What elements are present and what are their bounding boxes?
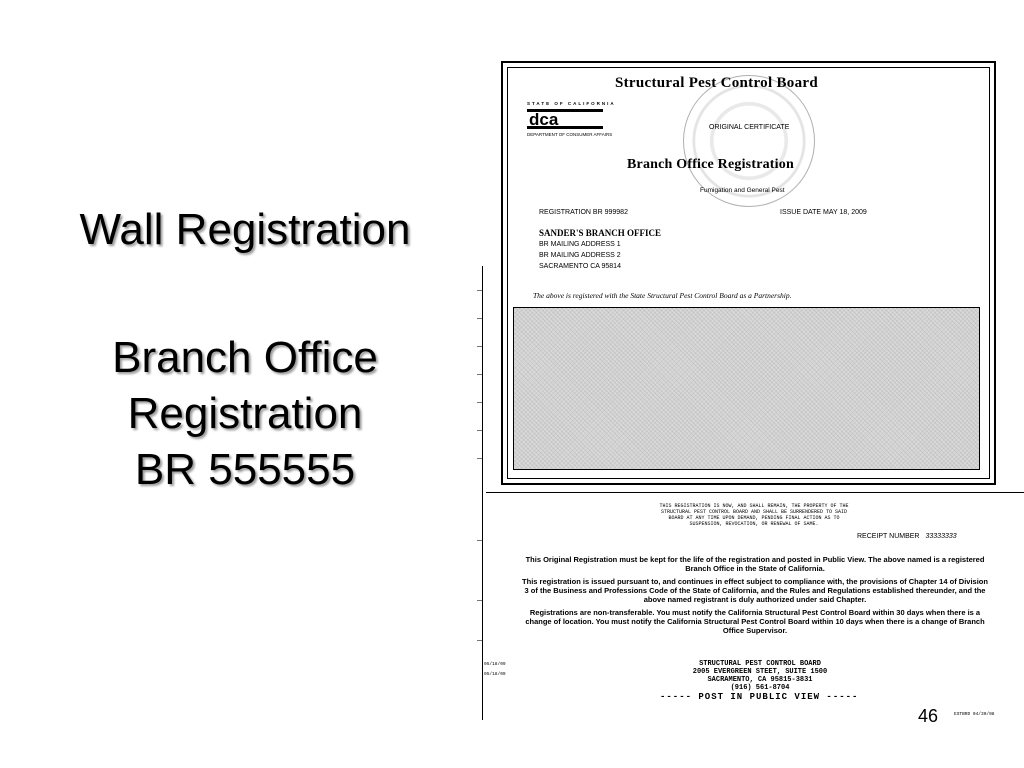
scan-mark [477,540,482,541]
fine-print-line-1: THIS REGISTRATION IS NOW, AND SHALL REMAIN, THE PROPERTY OF THE [659,503,849,509]
transfer-paragraph: Registrations are non-transferable. You must notify the California Structural Pest Control Board within 30 days when there is a change of location. You must notify the California Structural Pest Control Board within 10 days when there is a change of Branch Office Supervisor. [525,608,985,635]
fine-print-line-4: SUSPENSION, REVOCATION, OR RENEWAL OF SAME. [689,521,819,527]
slide-title-line-3: Registration [127,389,363,438]
department-label: DEPARTMENT OF CONSUMER AFFAIRS [527,132,613,137]
address-line-3: SACRAMENTO CA 95814 [539,263,621,270]
scan-mark [477,290,482,291]
receipt [857,533,957,540]
office-name: SANDER'S BRANCH OFFICE [539,228,662,238]
address-line-1: BR MAILING ADDRESS 1 [539,241,621,248]
board-address-line-3: SACRAMENTO, CA 95815-3831 [707,676,813,684]
scan-mark [477,374,482,375]
address-line-2: BR MAILING ADDRESS 2 [539,252,621,259]
slide-title-line-2: Branch Office [112,333,378,382]
estbrd-code: ESTBRD 04/30/08 [954,712,995,717]
dca-logo-text: dca [529,110,559,129]
scan-left-edge [482,266,483,720]
receipt-number: 33333333 [925,533,957,540]
registration-number: REGISTRATION BR 999982 [539,209,628,216]
issue-date: ISSUE DATE MAY 18, 2009 [780,209,867,216]
scan-divider [486,492,1024,493]
scan-mark [477,640,482,641]
margin-date-2: 05/18/09 [484,672,506,677]
receipt-label: RECEIPT NUMBER [857,533,920,540]
scan-mark [477,458,482,459]
registration-title: Branch Office Registration [627,157,794,172]
board-address-line-2: 2005 EVERGREEN STEET, SUITE 1500 [692,668,828,676]
registration-categories: Fumigation and General Pest [700,187,785,194]
scan-mark [477,600,482,601]
margin-date-1: 05/18/09 [484,662,506,667]
posting-paragraph: This Original Registration must be kept for the life of the registration and posted in Public View. The above named is a registered Branch Office in the State of California. [525,555,985,573]
registration-statement: The above is registered with the State Structural Pest Control Board as a Partnership. [533,291,792,300]
compliance-paragraph: This registration is issued pursuant to, and continues in effect subject to compliance with, the provisions of Chapter 14 of Division 3 of the Business and Professions Code of the State of California, and the Rules and Regulations established thereunder, and the above named registrant is duly authorized under said Chapter. [522,577,988,604]
certificate-frame [501,61,996,485]
slide-title-line-1: Wall Registration [79,205,411,254]
fine-print-line-3: BOARD AT ANY TIME UPON DEMAND, PENDING FINAL ACTION AS TO [668,515,840,521]
original-certificate-label: ORIGINAL CERTIFICATE [709,124,790,131]
dca-logo-icon [527,109,603,129]
scan-mark [477,318,482,319]
state-label: STATE OF CALIFORNIA [527,101,616,106]
board-address-line-4: (916) 561-8704 [730,684,790,692]
certificate-textured-panel [513,307,980,470]
post-in-public-view: ----- POST IN PUBLIC VIEW ----- [660,692,859,702]
board-title: Structural Pest Control Board [615,75,818,91]
board-address-line-1: STRUCTURAL PEST CONTROL BOARD [699,660,821,668]
fine-print-line-2: STRUCTURAL PEST CONTROL BOARD AND SHALL BE SURRENDERED TO SAID [660,509,848,515]
scan-mark [477,430,482,431]
scan-mark [477,402,482,403]
board-address [640,660,880,692]
scan-mark [477,346,482,347]
slide-title-line-4: BR 555555 [134,445,356,494]
slide-number: 46 [918,706,939,726]
